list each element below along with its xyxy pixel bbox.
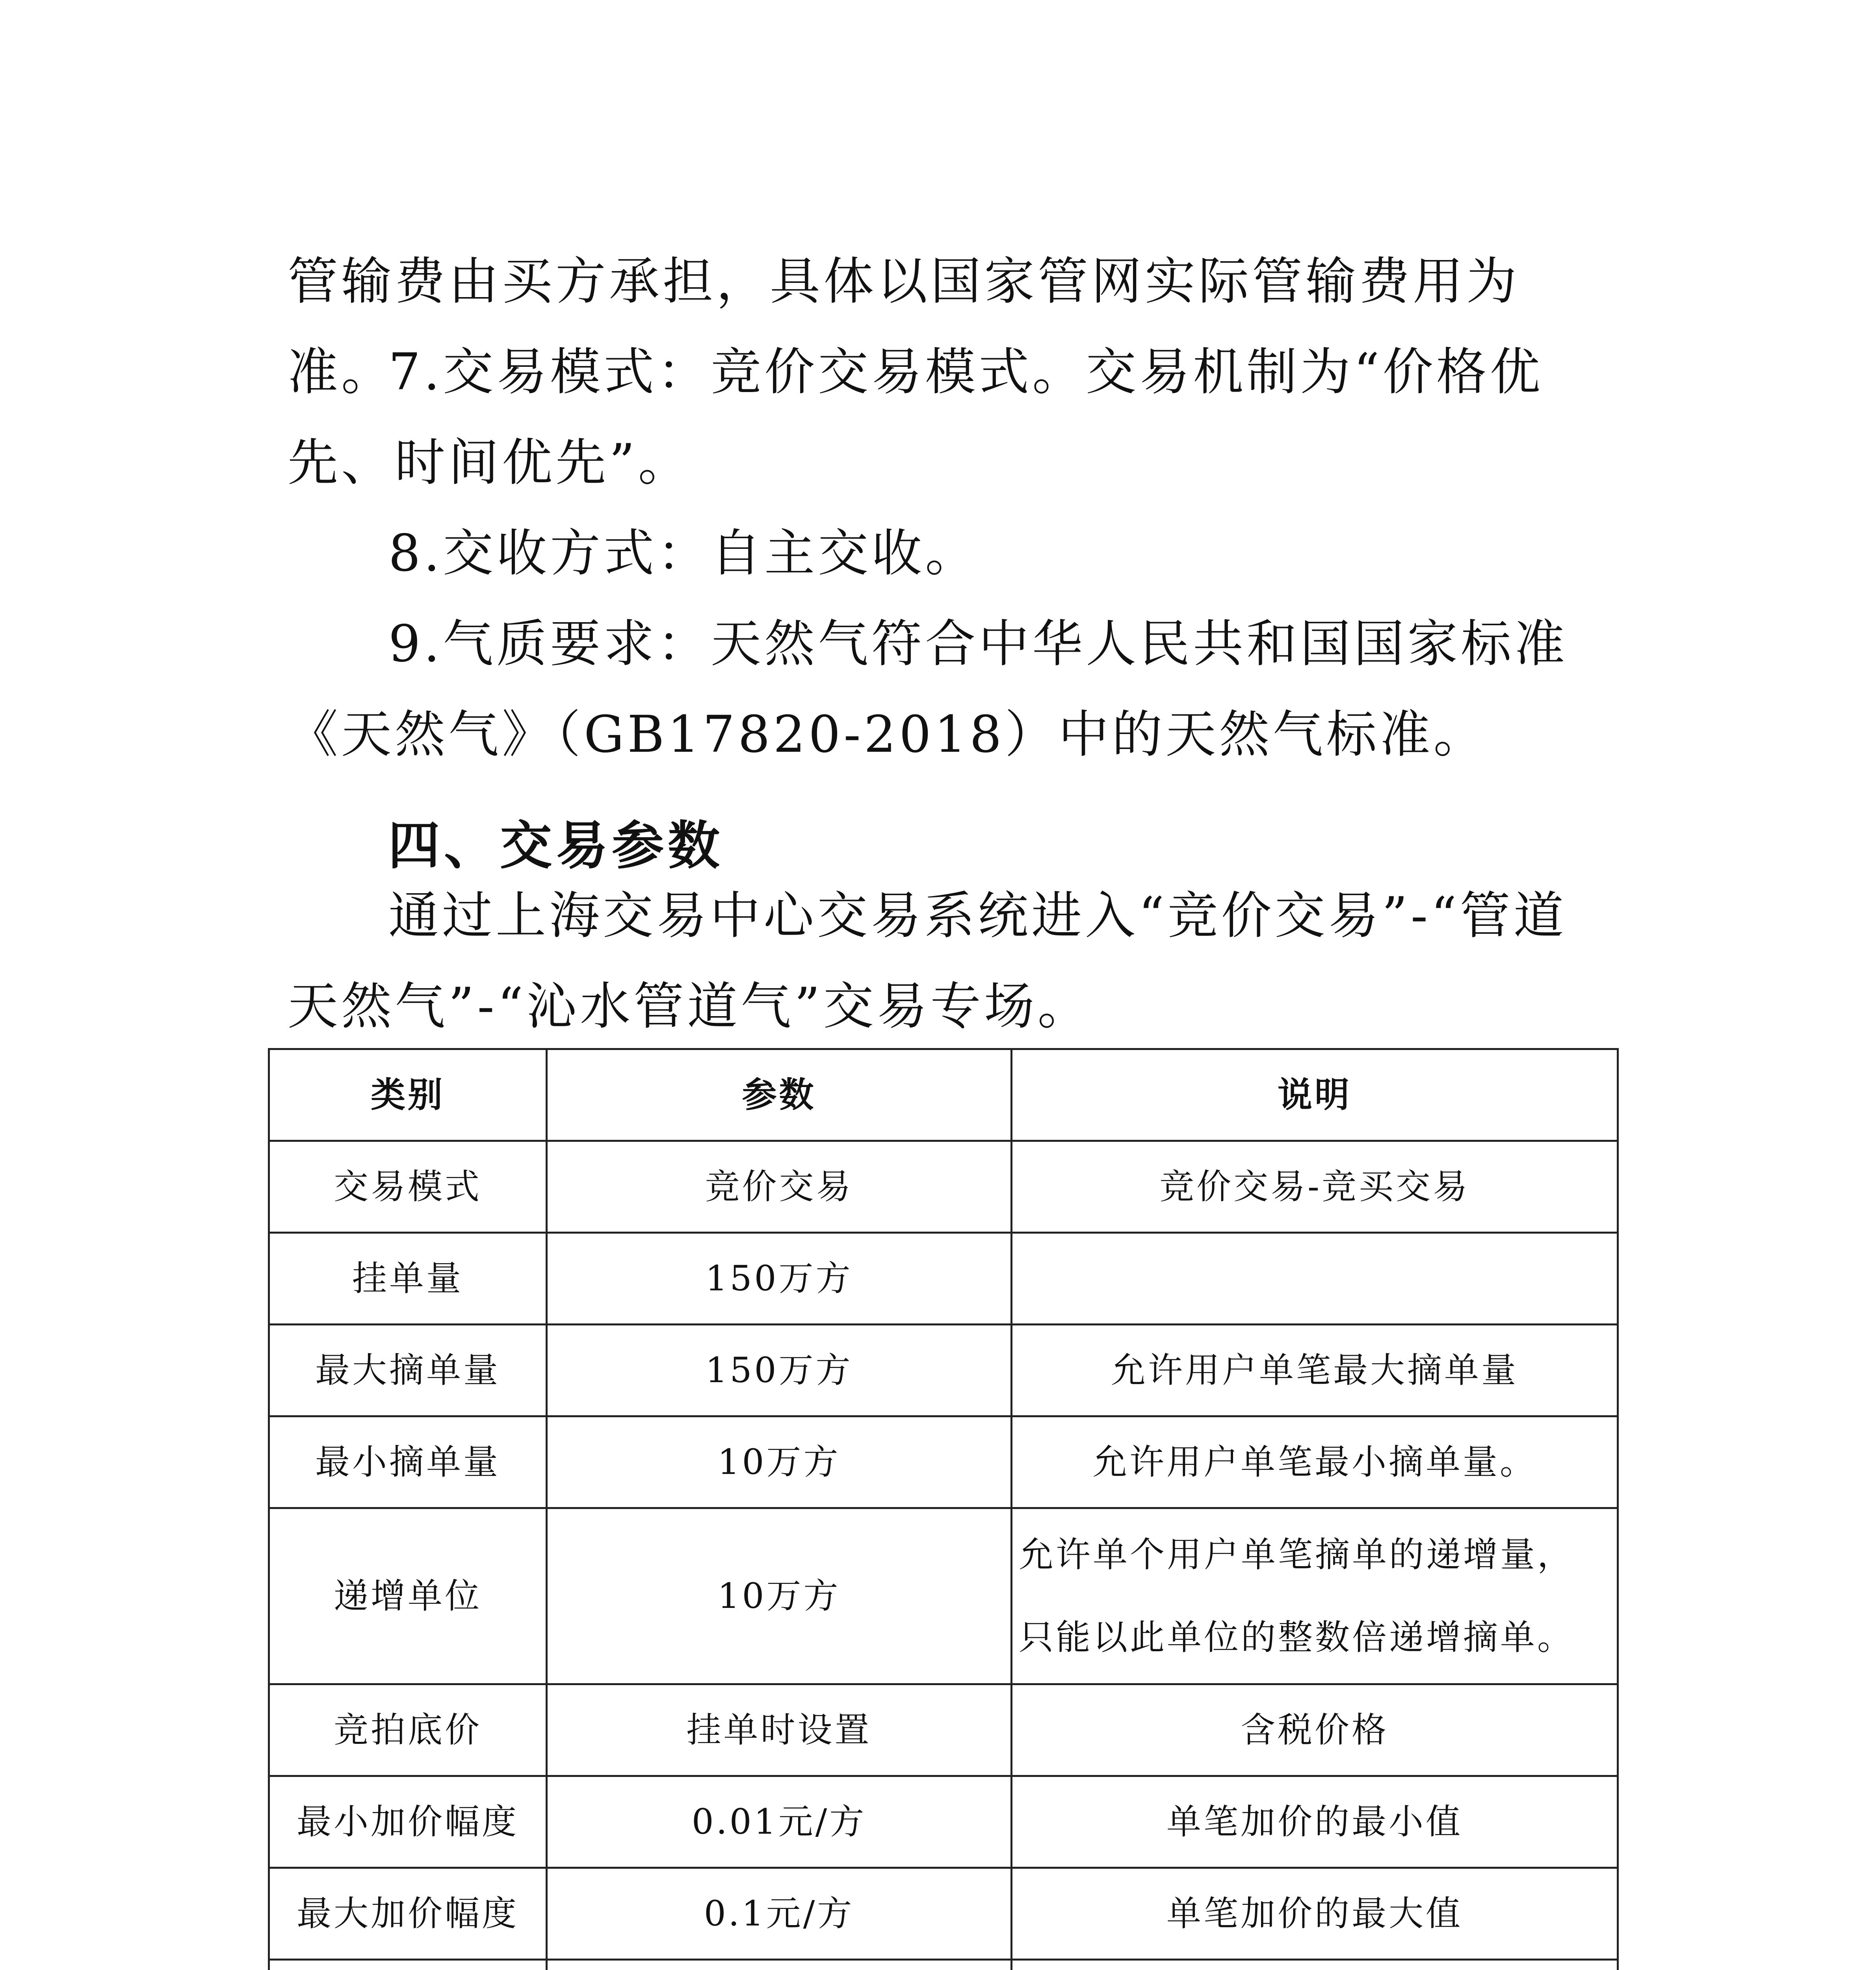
table-row [269, 1508, 1618, 1684]
cell-description: 单笔加价的最小值 [1012, 1776, 1618, 1868]
cell-category: 最小加价幅度 [269, 1776, 547, 1868]
table-row [269, 1325, 1618, 1416]
cell-parameter: 10万方 [547, 1508, 1012, 1684]
table-row [269, 1868, 1618, 1960]
section-heading-trading-params: 四、交易参数 [388, 816, 724, 876]
cell-category: 最大加价幅度 [269, 1868, 547, 1960]
cell-parameter: 0.1元/方 [547, 1868, 1012, 1960]
cell-description: 允许用户单笔最大摘单量 [1012, 1325, 1618, 1416]
cell-parameter [547, 1960, 1012, 1970]
paragraph-delivery-method: 8.交收方式：自主交收。 [388, 524, 979, 583]
table-row [269, 1233, 1618, 1325]
table-row [269, 1141, 1618, 1233]
cell-category: 最小摘单量 [269, 1416, 547, 1508]
cell-parameter: 150万方 [547, 1233, 1012, 1325]
cell-description: 单笔加价的最大值 [1012, 1868, 1618, 1960]
header-category: 类别 [269, 1049, 547, 1141]
cell-category [269, 1960, 547, 1970]
cell-category: 竞拍底价 [269, 1684, 547, 1776]
table-row [269, 1416, 1618, 1508]
cell-category: 交易模式 [269, 1141, 547, 1233]
cell-parameter: 10万方 [547, 1416, 1012, 1508]
cell-parameter: 0.01元/方 [547, 1776, 1012, 1868]
cell-description [1012, 1960, 1618, 1970]
paragraph-gas-quality: 9.气质要求：天然气符合中华人民共和国国家标准《天然气》（GB17820-2018）中的天然气标准。 [288, 615, 1568, 764]
cell-description: 允许用户单笔最小摘单量。 [1012, 1416, 1618, 1508]
paragraph-pipeline-fee: 管输费由买方承担，具体以国家管网实际管输费用为准。 [288, 252, 1520, 401]
paragraph-system-entry: 通过上海交易中心交易系统进入“竞价交易”-“管道天然气”-“沁水管道气”交易专场。 [288, 886, 1567, 1036]
cell-category: 递增单位 [269, 1508, 547, 1684]
cell-description: 竞价交易-竞买交易 [1012, 1141, 1618, 1233]
trading-params-table [268, 1048, 1619, 1970]
cell-description [1012, 1233, 1618, 1325]
cell-description: 含税价格 [1012, 1684, 1618, 1776]
cell-parameter: 150万方 [547, 1325, 1012, 1416]
table-header-row [269, 1049, 1618, 1141]
table-row [269, 1776, 1618, 1868]
paragraph-trading-mode: 7.交易模式：竞价交易模式。交易机制为“价格优先、时间优先”。 [288, 343, 1544, 492]
header-parameter: 参数 [547, 1049, 1012, 1141]
cell-category: 挂单量 [269, 1233, 547, 1325]
header-description: 说明 [1012, 1049, 1618, 1141]
table-row [269, 1960, 1618, 1970]
cell-parameter: 挂单时设置 [547, 1684, 1012, 1776]
cell-description: 允许单个用户单笔摘单的递增量，只能以此单位的整数倍递增摘单。 [1012, 1508, 1618, 1684]
cell-parameter: 竞价交易 [547, 1141, 1012, 1233]
table-row [269, 1684, 1618, 1776]
cell-category: 最大摘单量 [269, 1325, 547, 1416]
